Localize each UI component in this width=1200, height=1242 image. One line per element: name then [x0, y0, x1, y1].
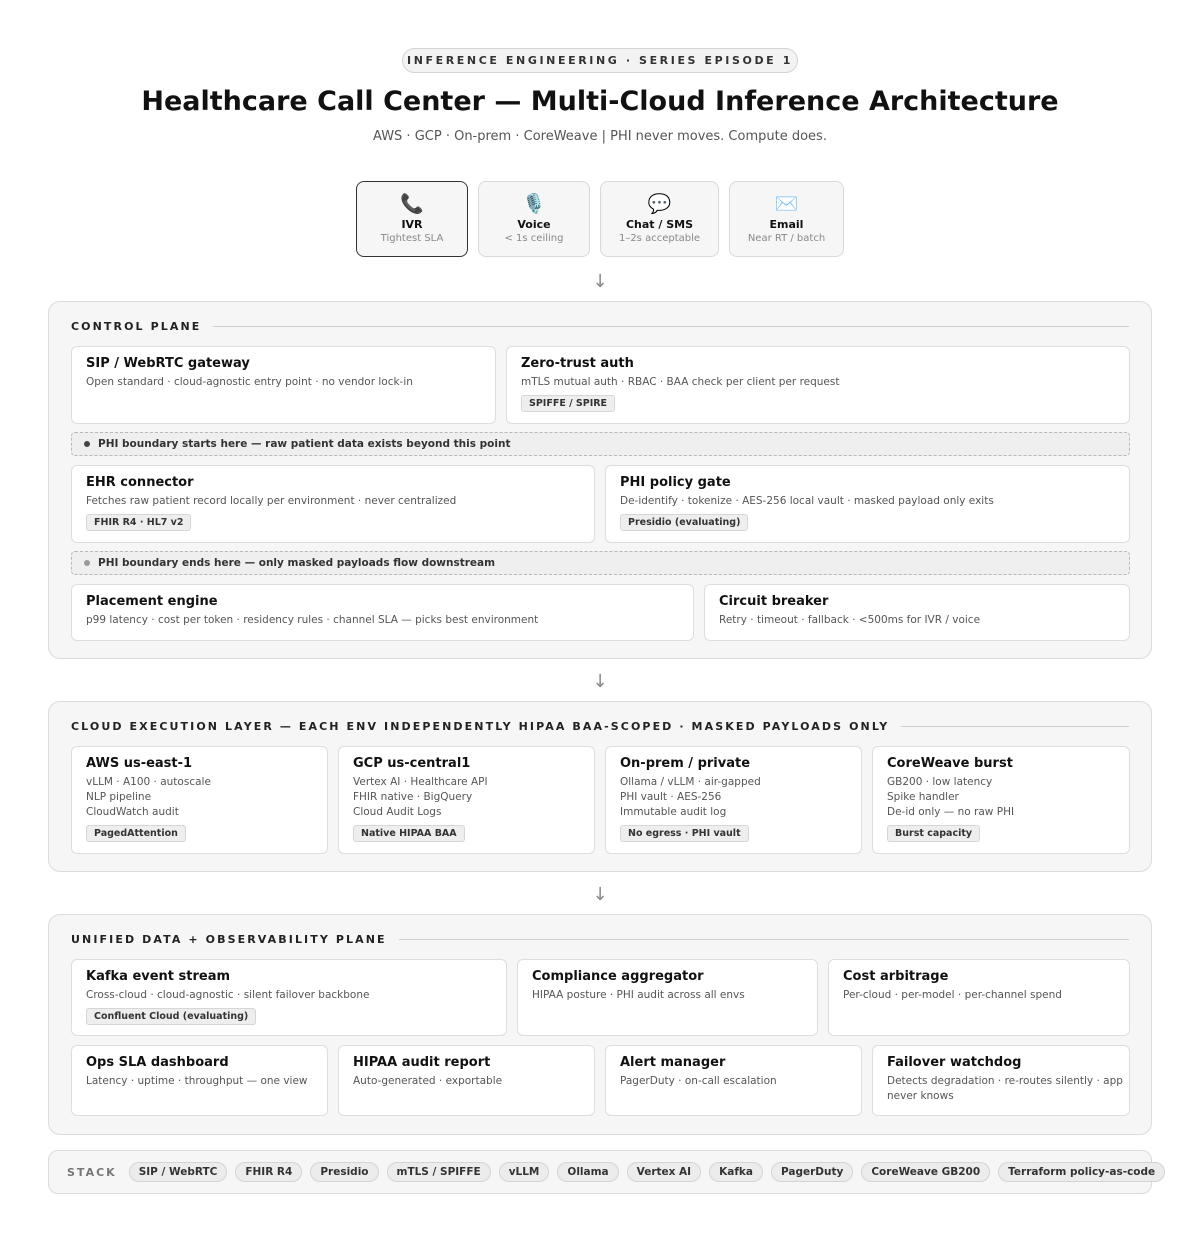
card-title: Zero-trust auth: [521, 356, 634, 371]
boundary-text: PHI boundary ends here — only masked payloads flow downstream: [98, 557, 496, 569]
env-detail: GB200 · low latency: [887, 776, 993, 788]
card-description: [887, 1074, 1123, 1104]
stack-label: STACK: [67, 1165, 117, 1179]
series-badge: INFERENCE ENGINEERING · SERIES EPISODE 1: [402, 48, 798, 73]
phi-boundary-end: [71, 551, 1130, 575]
placement-engine-card[interactable]: [71, 584, 694, 641]
card-description-line: Detects degradation · re-routes silently · app: [887, 1075, 1123, 1087]
channel-voice[interactable]: [478, 181, 590, 257]
stack-chip[interactable]: Terraform policy-as-code: [998, 1162, 1165, 1182]
card-title: GCP us-central1: [353, 756, 471, 771]
env-detail: NLP pipeline: [86, 791, 152, 803]
card-description: De-identify · tokenize · AES-256 local vault · masked payload only exits: [620, 495, 994, 507]
tech-tag: No egress · PHI vault: [620, 825, 749, 842]
tech-tag: Burst capacity: [887, 825, 980, 842]
card-title: PHI policy gate: [620, 475, 731, 490]
card-title: Alert manager: [620, 1055, 726, 1070]
phi-policy-gate-card[interactable]: [605, 465, 1130, 543]
section-label: [71, 932, 1129, 946]
divider: [399, 939, 1129, 940]
section-label: [71, 719, 1129, 733]
channel-sla: 1–2s acceptable: [618, 233, 701, 244]
stack-chip[interactable]: Presidio: [310, 1162, 378, 1182]
card-description: [353, 775, 580, 820]
card-title: SIP / WebRTC gateway: [86, 356, 250, 371]
card-title: Ops SLA dashboard: [86, 1055, 229, 1070]
card-description: [620, 775, 847, 820]
cost-arbitrage-card[interactable]: [828, 959, 1130, 1036]
card-description: mTLS mutual auth · RBAC · BAA check per client per request: [521, 376, 840, 388]
stack-chip[interactable]: Kafka: [709, 1162, 763, 1182]
card-title: Compliance aggregator: [532, 969, 704, 984]
boundary-dot-icon: [84, 560, 90, 566]
page-subtitle: AWS · GCP · On-prem · CoreWeave | PHI never moves. Compute does.: [373, 129, 827, 144]
channel-email[interactable]: [729, 181, 844, 257]
hipaa-audit-card[interactable]: [338, 1045, 595, 1116]
channel-name: Email: [769, 218, 804, 231]
card-description: Per-cloud · per-model · per-channel spend: [843, 989, 1062, 1001]
env-card-coreweave[interactable]: [872, 746, 1130, 854]
env-card-gcp[interactable]: [338, 746, 595, 854]
phone-icon: 📞: [400, 193, 424, 215]
card-description: [86, 775, 313, 820]
card-description: Retry · timeout · fallback · <500ms for IVR / voice: [719, 614, 981, 626]
section-title: CLOUD EXECUTION LAYER — EACH ENV INDEPENDENTLY HIPAA BAA-SCOPED · MASKED PAYLOADS ONLY: [71, 719, 890, 733]
down-arrow-icon: ↓: [592, 671, 608, 692]
env-detail: vLLM · A100 · autoscale: [86, 776, 211, 788]
env-detail: Spike handler: [887, 791, 959, 803]
boundary-text: PHI boundary starts here — raw patient data exists beyond this point: [98, 438, 511, 450]
stack-chip[interactable]: vLLM: [499, 1162, 550, 1182]
card-description: Fetches raw patient record locally per environment · never centralized: [86, 495, 457, 507]
down-arrow-icon: ↓: [592, 884, 608, 905]
stack-chip[interactable]: CoreWeave GB200: [861, 1162, 990, 1182]
stack-chip[interactable]: Ollama: [557, 1162, 618, 1182]
stack-chip[interactable]: SIP / WebRTC: [129, 1162, 228, 1182]
card-title: Failover watchdog: [887, 1055, 1022, 1070]
channel-name: Voice: [517, 218, 551, 231]
sip-gateway-card[interactable]: [71, 346, 496, 424]
tech-tag: PagedAttention: [86, 825, 186, 842]
card-description: PagerDuty · on-call escalation: [620, 1075, 777, 1087]
card-title: Placement engine: [86, 594, 218, 609]
chat-bubble-icon: 💬: [647, 193, 672, 215]
env-detail: Ollama / vLLM · air-gapped: [620, 776, 761, 788]
card-title: Cost arbitrage: [843, 969, 949, 984]
env-detail: FHIR native · BigQuery: [353, 791, 473, 803]
data-plane-panel: [48, 914, 1152, 1135]
tech-tag: Native HIPAA BAA: [353, 825, 465, 842]
execution-layer-panel: [48, 701, 1152, 872]
tech-tag: Confluent Cloud (evaluating): [86, 1008, 256, 1025]
divider: [901, 726, 1129, 727]
card-title: EHR connector: [86, 475, 194, 490]
env-card-aws[interactable]: [71, 746, 328, 854]
section-title: CONTROL PLANE: [71, 319, 202, 333]
tech-tag: Presidio (evaluating): [620, 514, 748, 531]
env-detail: Cloud Audit Logs: [353, 806, 442, 818]
card-description: Cross-cloud · cloud-agnostic · silent failover backbone: [86, 989, 370, 1001]
envelope-icon: ✉️: [774, 193, 799, 215]
divider: [213, 326, 1129, 327]
card-title: AWS us-east-1: [86, 756, 193, 771]
tech-tag: SPIFFE / SPIRE: [521, 395, 615, 412]
stack-chip[interactable]: PagerDuty: [771, 1162, 853, 1182]
env-detail: De-id only — no raw PHI: [887, 806, 1015, 818]
card-title: On-prem / private: [620, 756, 751, 771]
channel-name: IVR: [401, 218, 423, 231]
compliance-aggregator-card[interactable]: [517, 959, 818, 1036]
env-detail: PHI vault · AES-256: [620, 791, 722, 803]
card-description: [887, 775, 1115, 820]
card-description-line: never knows: [887, 1090, 954, 1102]
stack-chip[interactable]: mTLS / SPIFFE: [387, 1162, 491, 1182]
page-title: Healthcare Call Center — Multi-Cloud Inference Architecture: [141, 86, 1059, 117]
channel-sla: < 1s ceiling: [504, 233, 564, 244]
card-description: Open standard · cloud-agnostic entry point · no vendor lock-in: [86, 376, 413, 388]
channel-name: Chat / SMS: [625, 218, 694, 231]
card-title: Circuit breaker: [719, 594, 829, 609]
section-label: [71, 319, 1129, 333]
card-description: HIPAA posture · PHI audit across all envs: [532, 989, 745, 1001]
zero-trust-auth-card[interactable]: [506, 346, 1130, 424]
circuit-breaker-card[interactable]: [704, 584, 1130, 641]
stack-chip[interactable]: FHIR R4: [235, 1162, 302, 1182]
channel-chat-sms[interactable]: [600, 181, 719, 257]
ehr-connector-card[interactable]: [71, 465, 595, 543]
card-description: Latency · uptime · throughput — one view: [86, 1075, 308, 1087]
card-title: HIPAA audit report: [353, 1055, 491, 1070]
phi-boundary-start: [71, 432, 1130, 456]
card-description: p99 latency · cost per token · residency rules · channel SLA — picks best environment: [86, 614, 539, 626]
boundary-dot-icon: [84, 441, 90, 447]
kafka-card[interactable]: [71, 959, 507, 1036]
channel-sla: Tightest SLA: [380, 233, 444, 244]
env-detail: Immutable audit log: [620, 806, 727, 818]
failover-watchdog-card[interactable]: [872, 1045, 1130, 1116]
env-card-onprem[interactable]: [605, 746, 862, 854]
card-title: CoreWeave burst: [887, 756, 1013, 771]
tech-tag: FHIR R4 · HL7 v2: [86, 514, 191, 531]
env-detail: Vertex AI · Healthcare API: [353, 776, 488, 788]
control-plane-panel: [48, 301, 1152, 659]
ops-dashboard-card[interactable]: [71, 1045, 328, 1116]
stack-bar: [48, 1150, 1156, 1194]
microphone-icon: 🎙️: [522, 193, 546, 215]
alert-manager-card[interactable]: [605, 1045, 862, 1116]
down-arrow-icon: ↓: [592, 271, 608, 292]
stack-chip[interactable]: Vertex AI: [627, 1162, 701, 1182]
card-description: Auto-generated · exportable: [353, 1075, 503, 1087]
section-title: UNIFIED DATA + OBSERVABILITY PLANE: [71, 932, 387, 946]
channel-ivr[interactable]: [356, 181, 468, 257]
env-detail: CloudWatch audit: [86, 806, 179, 818]
channel-sla: Near RT / batch: [747, 233, 826, 244]
card-title: Kafka event stream: [86, 969, 231, 984]
